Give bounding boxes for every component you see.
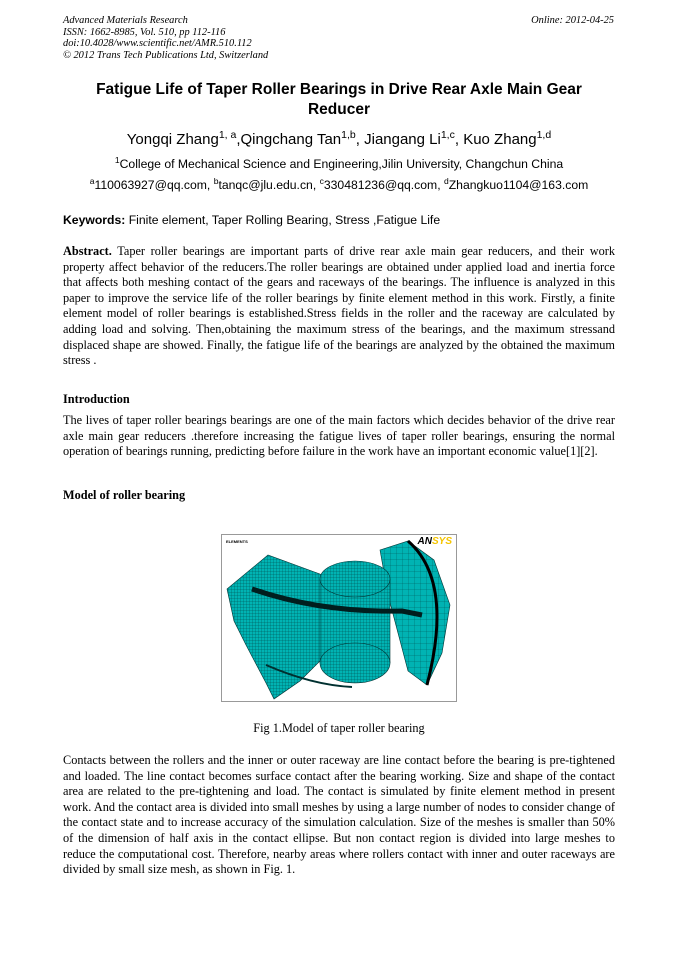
email-link[interactable]: Zhangkuo1104@163.com	[448, 178, 589, 192]
author-sup: 1,b	[341, 129, 356, 141]
roller-end-face	[320, 561, 390, 597]
issn-line: ISSN: 1662-8985, Vol. 510, pp 112-116	[63, 26, 226, 38]
online-date: Online: 2012-04-25	[531, 15, 614, 26]
roller-bottom-face	[320, 643, 390, 683]
author-name: Jiangang Li	[364, 131, 441, 148]
author-name: Kuo Zhang	[463, 131, 537, 148]
figure-caption: Fig 1.Model of taper roller bearing	[253, 721, 425, 735]
abstract-text: Taper roller bearings are important parts of drive rear axle main gear reducers, and their work property affect behavior of the reducers.The roller bearings are obtained under applied load and inertia force that affects both meshing contact of the gears and raceways of the bearings. The influence is analyzed in this paper to improve the service life of the roller bearings by finite element method in this work. Firstly, a finite element model of roller bearings is established.Stress fields in the roller and the raceway are calculated by adding load and solving. Then,obtaining the maximum stress of the bearings, and the maximum stressand displaced shape are showed. Finally, the fatigue life of the bearings are analyzed by the obtained the maximum stress .	[63, 244, 615, 368]
author-sup: 1,c	[440, 129, 455, 141]
journal-name: Advanced Materials Research	[63, 15, 188, 26]
author-sup: 1,d	[536, 129, 552, 141]
email-sup: a	[89, 175, 95, 186]
keywords-label: Keywords:	[63, 213, 126, 227]
figure-elements-label: ELEMENTS	[226, 539, 248, 544]
introduction-heading: Introduction	[63, 392, 130, 406]
copyright-line: © 2012 Trans Tech Publications Ltd, Switzerland	[63, 49, 269, 61]
email-link[interactable]: 330481236@qq.com	[323, 178, 438, 192]
email-sup: b	[213, 175, 219, 186]
abstract-label: Abstract.	[63, 244, 112, 258]
ansys-logo: ANSYS	[417, 536, 452, 547]
model-heading: Model of roller bearing	[63, 488, 186, 502]
email-link[interactable]: tanqc@jlu.edu.cn	[218, 178, 313, 192]
author-name: Yongqi Zhang	[126, 131, 219, 148]
affiliation-text: College of Mechanical Science and Engineering,Jilin University, Changchun China	[119, 157, 564, 171]
email-link[interactable]: 110063927@qq.com	[94, 178, 207, 192]
keywords-text: Finite element, Taper Rolling Bearing, Stress ,Fatigue Life	[128, 213, 441, 227]
keywords	[63, 213, 615, 227]
author-name: Qingchang Tan	[240, 131, 342, 148]
doi-line: doi:10.4028/www.scientific.net/AMR.510.112	[63, 38, 252, 50]
author-list: Yongqi Zhang$^{1, a}$,Qingchang Tan$^{1,b}$, Jiangang Li$^{1,c}$, Kuo Zhang$^{1,d}$	[126, 129, 552, 148]
fe-mesh-drawing	[222, 535, 456, 701]
author-sup: 1, a	[218, 129, 237, 141]
email-list: $^a$110063927@qq.com, $^b$tanqc@jlu.edu.cn, $^c$330481236@qq.com, $^d$Zhangkuo1104@163.com	[89, 175, 589, 192]
paper-title: Fatigue Life of Taper Roller Bearings in Drive Rear Axle Main Gear Reducer	[96, 81, 582, 118]
bearing-model-figure	[221, 534, 457, 702]
introduction-text: The lives of taper roller bearings bearings are one of the main factors which decides behavior of the drive rear axle main gear reducers .therefore increasing the fatigue lives of taper roller bearings, ensuring the normal operation of bearings running, predicting before failure in the work have an important economic value[1][2].	[63, 413, 615, 459]
email-sup: d	[443, 175, 449, 186]
affiliation	[63, 154, 615, 171]
model-text: Contacts between the rollers and the inner or outer raceway are line contact before the bearing is pre-tightened and loaded. The line contact becomes surface contact after the bearing working. Size and shape of the contact area are related to the pre-tightening and load. The contact is simulated by finite element method in present work. And the contact area is divided into small meshes by using a large number of nodes to consider change of the contact state and to increase accuracy of the simulation calculation. Size of the meshes is smaller than 50% of the dimension of half axis in the contact ellipse. But non contact region is divided into large meshes to reduce the computational cost. Therefore, nearby areas where rollers contact with inner and outer raceways are divided by small size mesh, as shown in Fig. 1.	[63, 753, 615, 877]
journal-header	[63, 15, 268, 61]
abstract	[63, 244, 615, 369]
email-sup: c	[319, 175, 324, 186]
affiliation-sup: 1	[114, 154, 120, 165]
